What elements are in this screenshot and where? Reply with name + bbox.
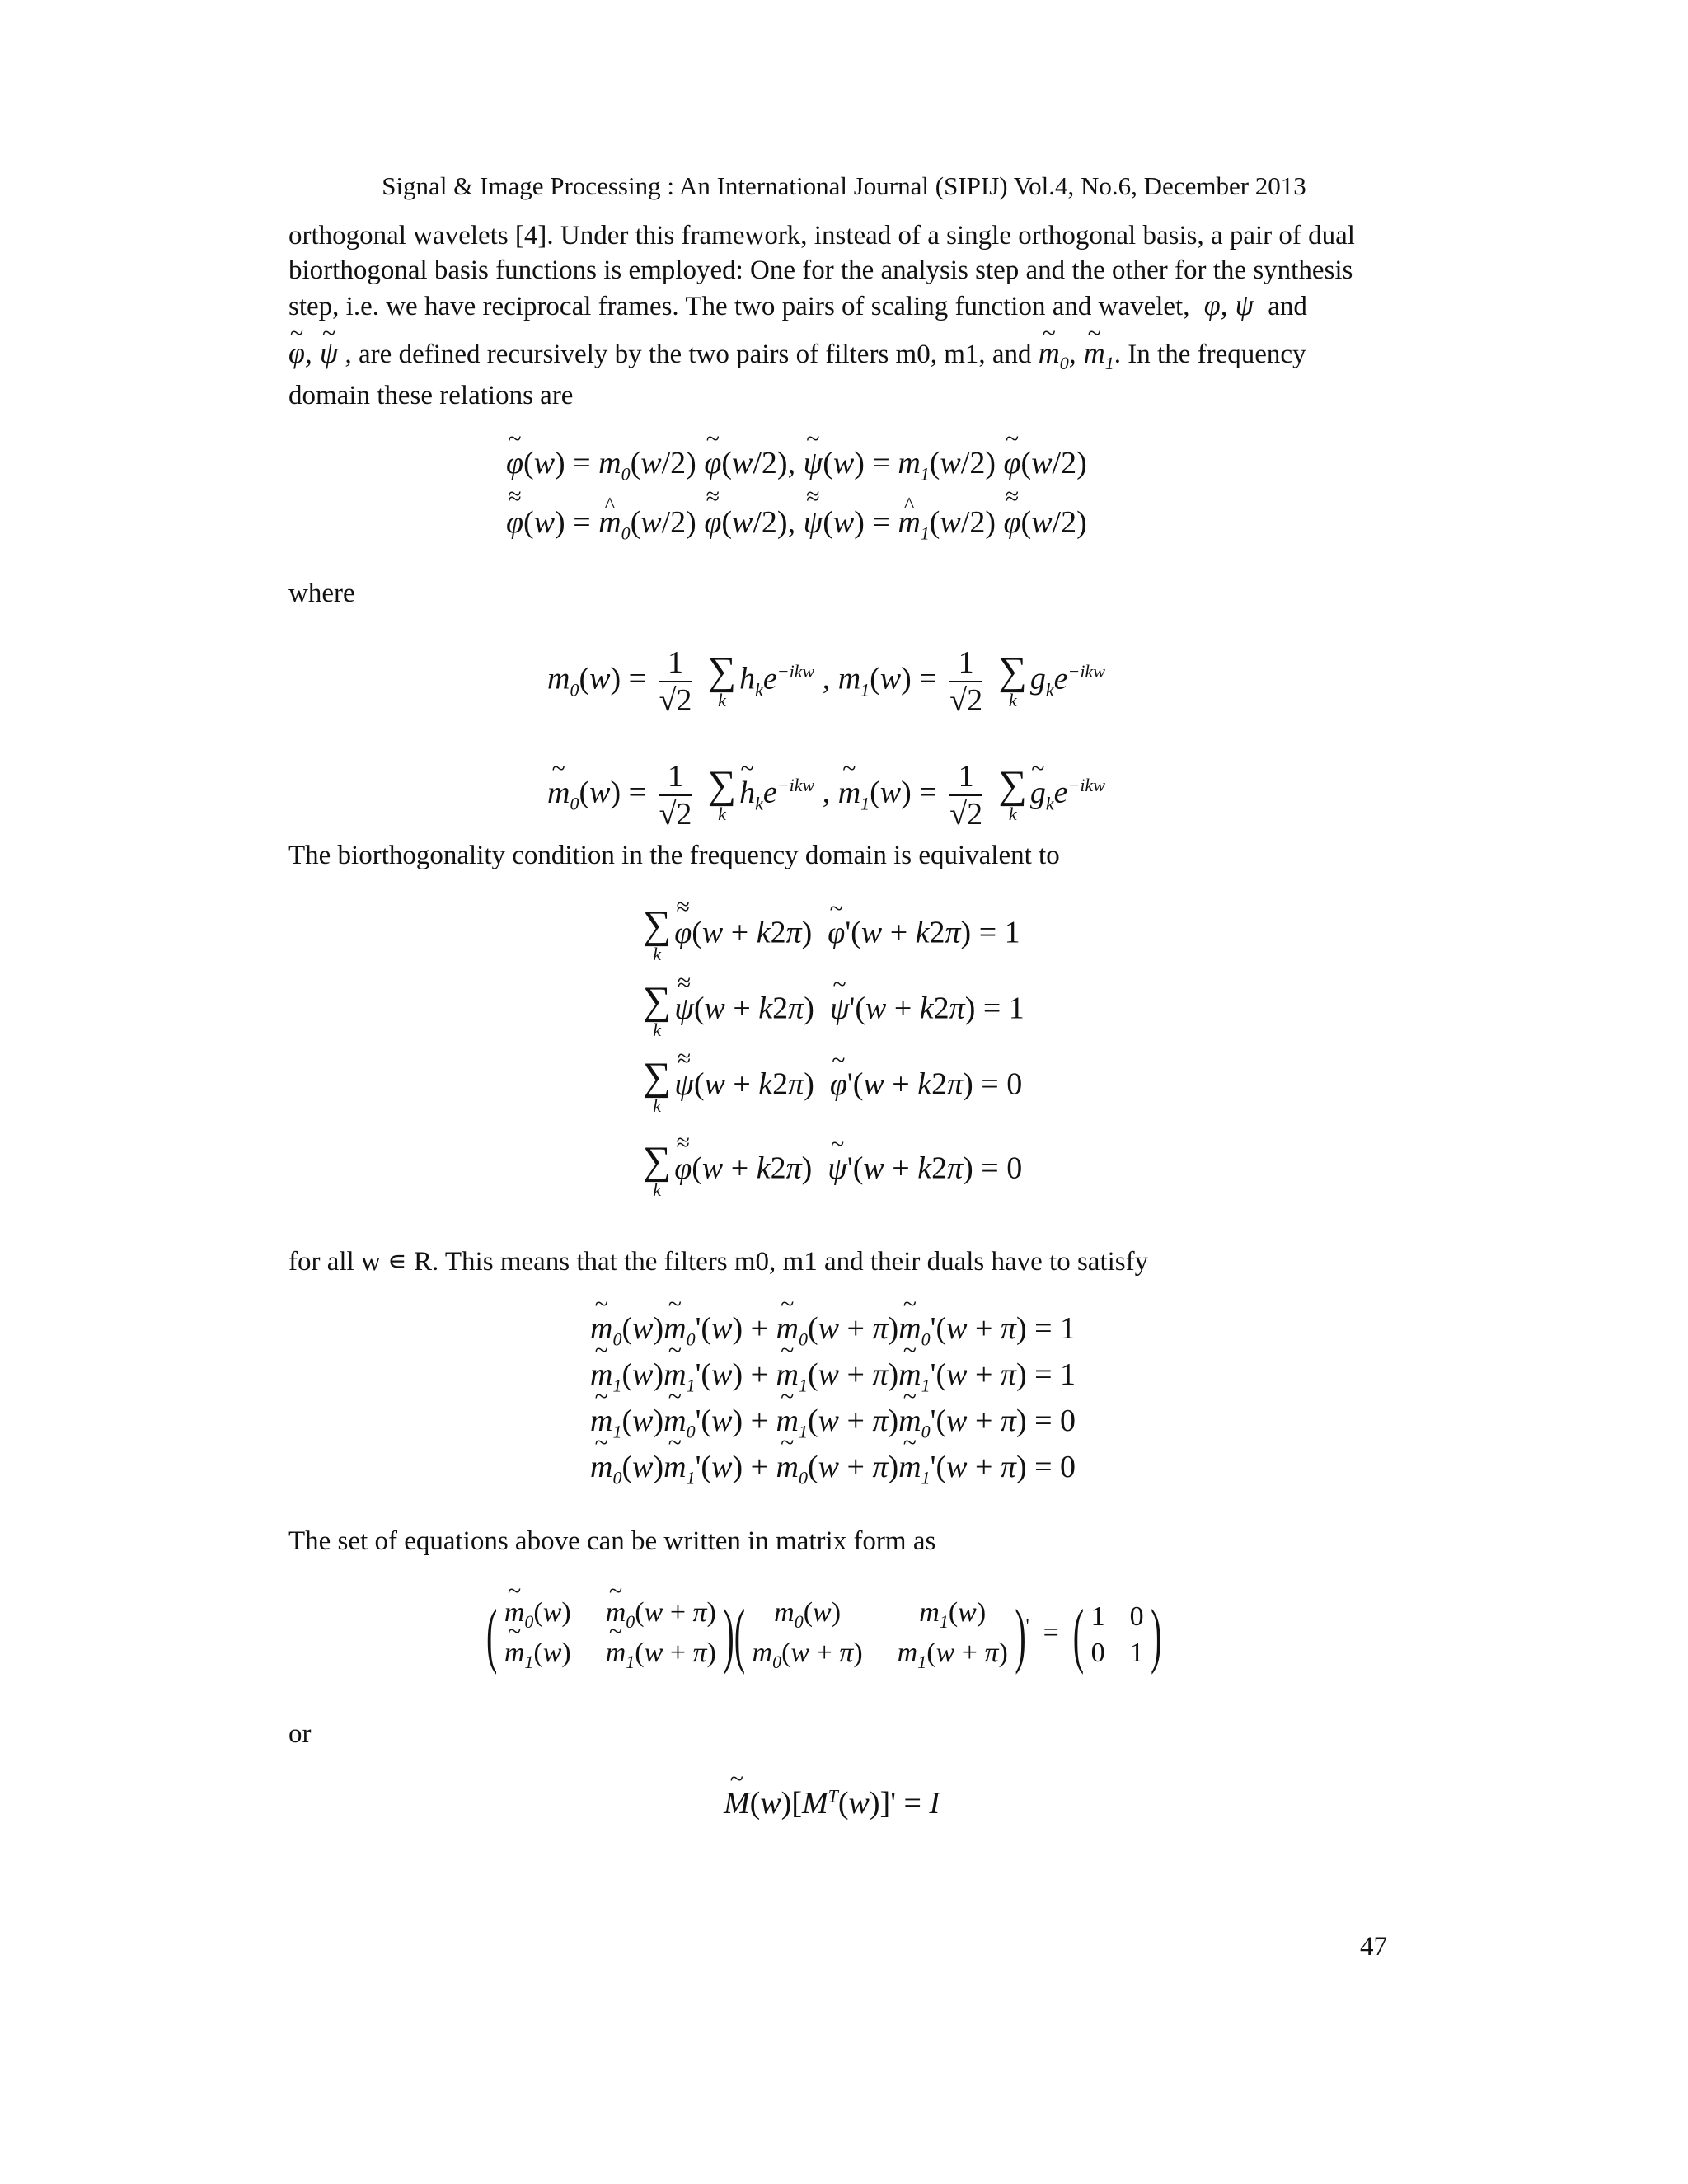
intro-line-3-tail: and bbox=[1268, 292, 1307, 321]
equation-dual-scaling: ~ $\varphi(w) = m_0(w/2)$ ~ φ(w/2), ~ $\psi(w) = m_1(w/2)$ ~ φ(w/2) bbox=[506, 445, 1087, 485]
equation-cond-3: ~ $m_1(w)\sim$ $m_0'(w)$ + ~ $m_1(w$ + π)~ $m_0'(w + \pi) = 0$ bbox=[590, 1403, 1076, 1443]
equation-bio-3: ∑ k ≈ ψ(w + k2π) ~ φ'(w + k2π) = 0 bbox=[640, 1058, 1022, 1116]
matrix-dual: ~ $m_0(w)$ ~ $m_0(w + \pi)$ ~ $m_1(w)$ ~ $m_1(w + \pi)$ bbox=[504, 1597, 716, 1673]
intro-line-5: domain these relations are bbox=[288, 381, 574, 410]
equation-filters: $m_0(w)$ = $\frac{1}{√2}$ ∑ k $h_ke^{-ikw}$ , $m_1(w)$ = $\frac{1}{√2}$ ∑ k $g_ke^{-ikw}$ bbox=[547, 645, 1105, 718]
equation-compact: ~ $M(w)[M^T(w)]' = I$ bbox=[724, 1785, 940, 1821]
equation-cond-4: ~ $m_0(w)\sim$ $m_1'(w)$ + ~ $m_0(w$ + π)~ $m_1'(w + \pi) = 0$ bbox=[590, 1449, 1076, 1489]
equation-bio-2: ∑ k ≈ ψ(w + k2π) ~ ψ'(w + k2π) = 1 bbox=[640, 982, 1025, 1040]
text-or: or bbox=[288, 1719, 312, 1749]
equation-dual-dual-scaling: ≈ φ(w) = ^ $m_0(w/2) \approx \varphi(w/2)$, ≈ ψ(w) = ^ $m_1(w/2) \approx \varphi(w/2)$ bbox=[506, 504, 1087, 545]
matrix-primal: $m_0(w)$ $m_1(w)$ $m_0(w + \pi)$ $m_1(w + \pi)$ bbox=[752, 1597, 1008, 1672]
text-where: where bbox=[288, 579, 355, 608]
matrix-identity: 1 0 0 1 bbox=[1090, 1601, 1144, 1668]
intro-line-3 bbox=[288, 282, 1398, 330]
intro-line-4-text: , are defined recursively by the two pairs of filters m0, m1, and bbox=[345, 340, 1032, 369]
equation-dual-filters: ~ $m_0(w)$ = $\frac{1}{√2}$ ∑ k ~ $h_ke^{-ikw}$ , ~ $m_1(w)$ = $\frac{1}{√2}$ ∑ k ~ $g_ke^{-ikw}$ bbox=[547, 758, 1105, 832]
equation-bio-4: ∑ k ≈ φ(w + k2π) ~ ψ'(w + k2π) = 0 bbox=[640, 1142, 1022, 1200]
intro-line-1: orthogonal wavelets [4]. Under this framework, instead of a single orthogonal basis, a pair of dual bbox=[288, 221, 1355, 251]
running-header: Signal & Image Processing : An International Journal (SIPIJ) Vol.4, No.6, December 2013 bbox=[382, 171, 1306, 200]
equation-cond-1: ~ $m_0(w)\sim$ $m_0'(w)$ + ~ $m_0(w$ + π)~ $m_0'(w + \pi) = 1$ bbox=[590, 1310, 1076, 1351]
text-forall: for all w ∊ R. This means that the filters m0, m1 and their duals have to satisfy bbox=[288, 1247, 1149, 1277]
equation-matrix: ( ~ $m_0(w)$ ~ $m_0(w + \pi)$ ~ $m_1(w)$ ~ $m_1(w + \pi)$ )( $m_0(w)$ $m_1(w)$ $m_0(w + \pi)$ $m_1(w + \pi)$ )' = ( 1 0 0 1 ) bbox=[486, 1597, 1161, 1673]
intro-line-2: biorthogonal basis functions is employed: One for the analysis step and the other for the synthesis bbox=[288, 255, 1353, 285]
equation-cond-2: ~ $m_1(w)\sim$ $m_1'(w)$ + ~ $m_1(w$ + π)~ $m_1'(w + \pi) = 1$ bbox=[590, 1357, 1076, 1397]
dual-phi-psi-symbols: ~ φ, ~ ψ bbox=[288, 336, 338, 369]
text-biorthogonality: The biorthogonality condition in the frequency domain is equivalent to bbox=[288, 841, 1060, 870]
dual-filter-symbols: ~ $m_0$, ~ $m_1$ bbox=[1039, 336, 1114, 369]
intro-line-4-tail: . In the frequency bbox=[1114, 340, 1306, 369]
page-number: 47 bbox=[1360, 1932, 1387, 1961]
text-matrix-form: The set of equations above can be written in matrix form as bbox=[288, 1526, 936, 1556]
equation-bio-1: ∑ k ≈ φ(w + k2π) ~ φ'(w + k2π) = 1 bbox=[640, 907, 1020, 964]
phi-psi-symbols: φ, ψ bbox=[1196, 288, 1262, 321]
intro-line-3-text: step, i.e. we have reciprocal frames. The two pairs of scaling function and wavelet, bbox=[288, 292, 1190, 321]
